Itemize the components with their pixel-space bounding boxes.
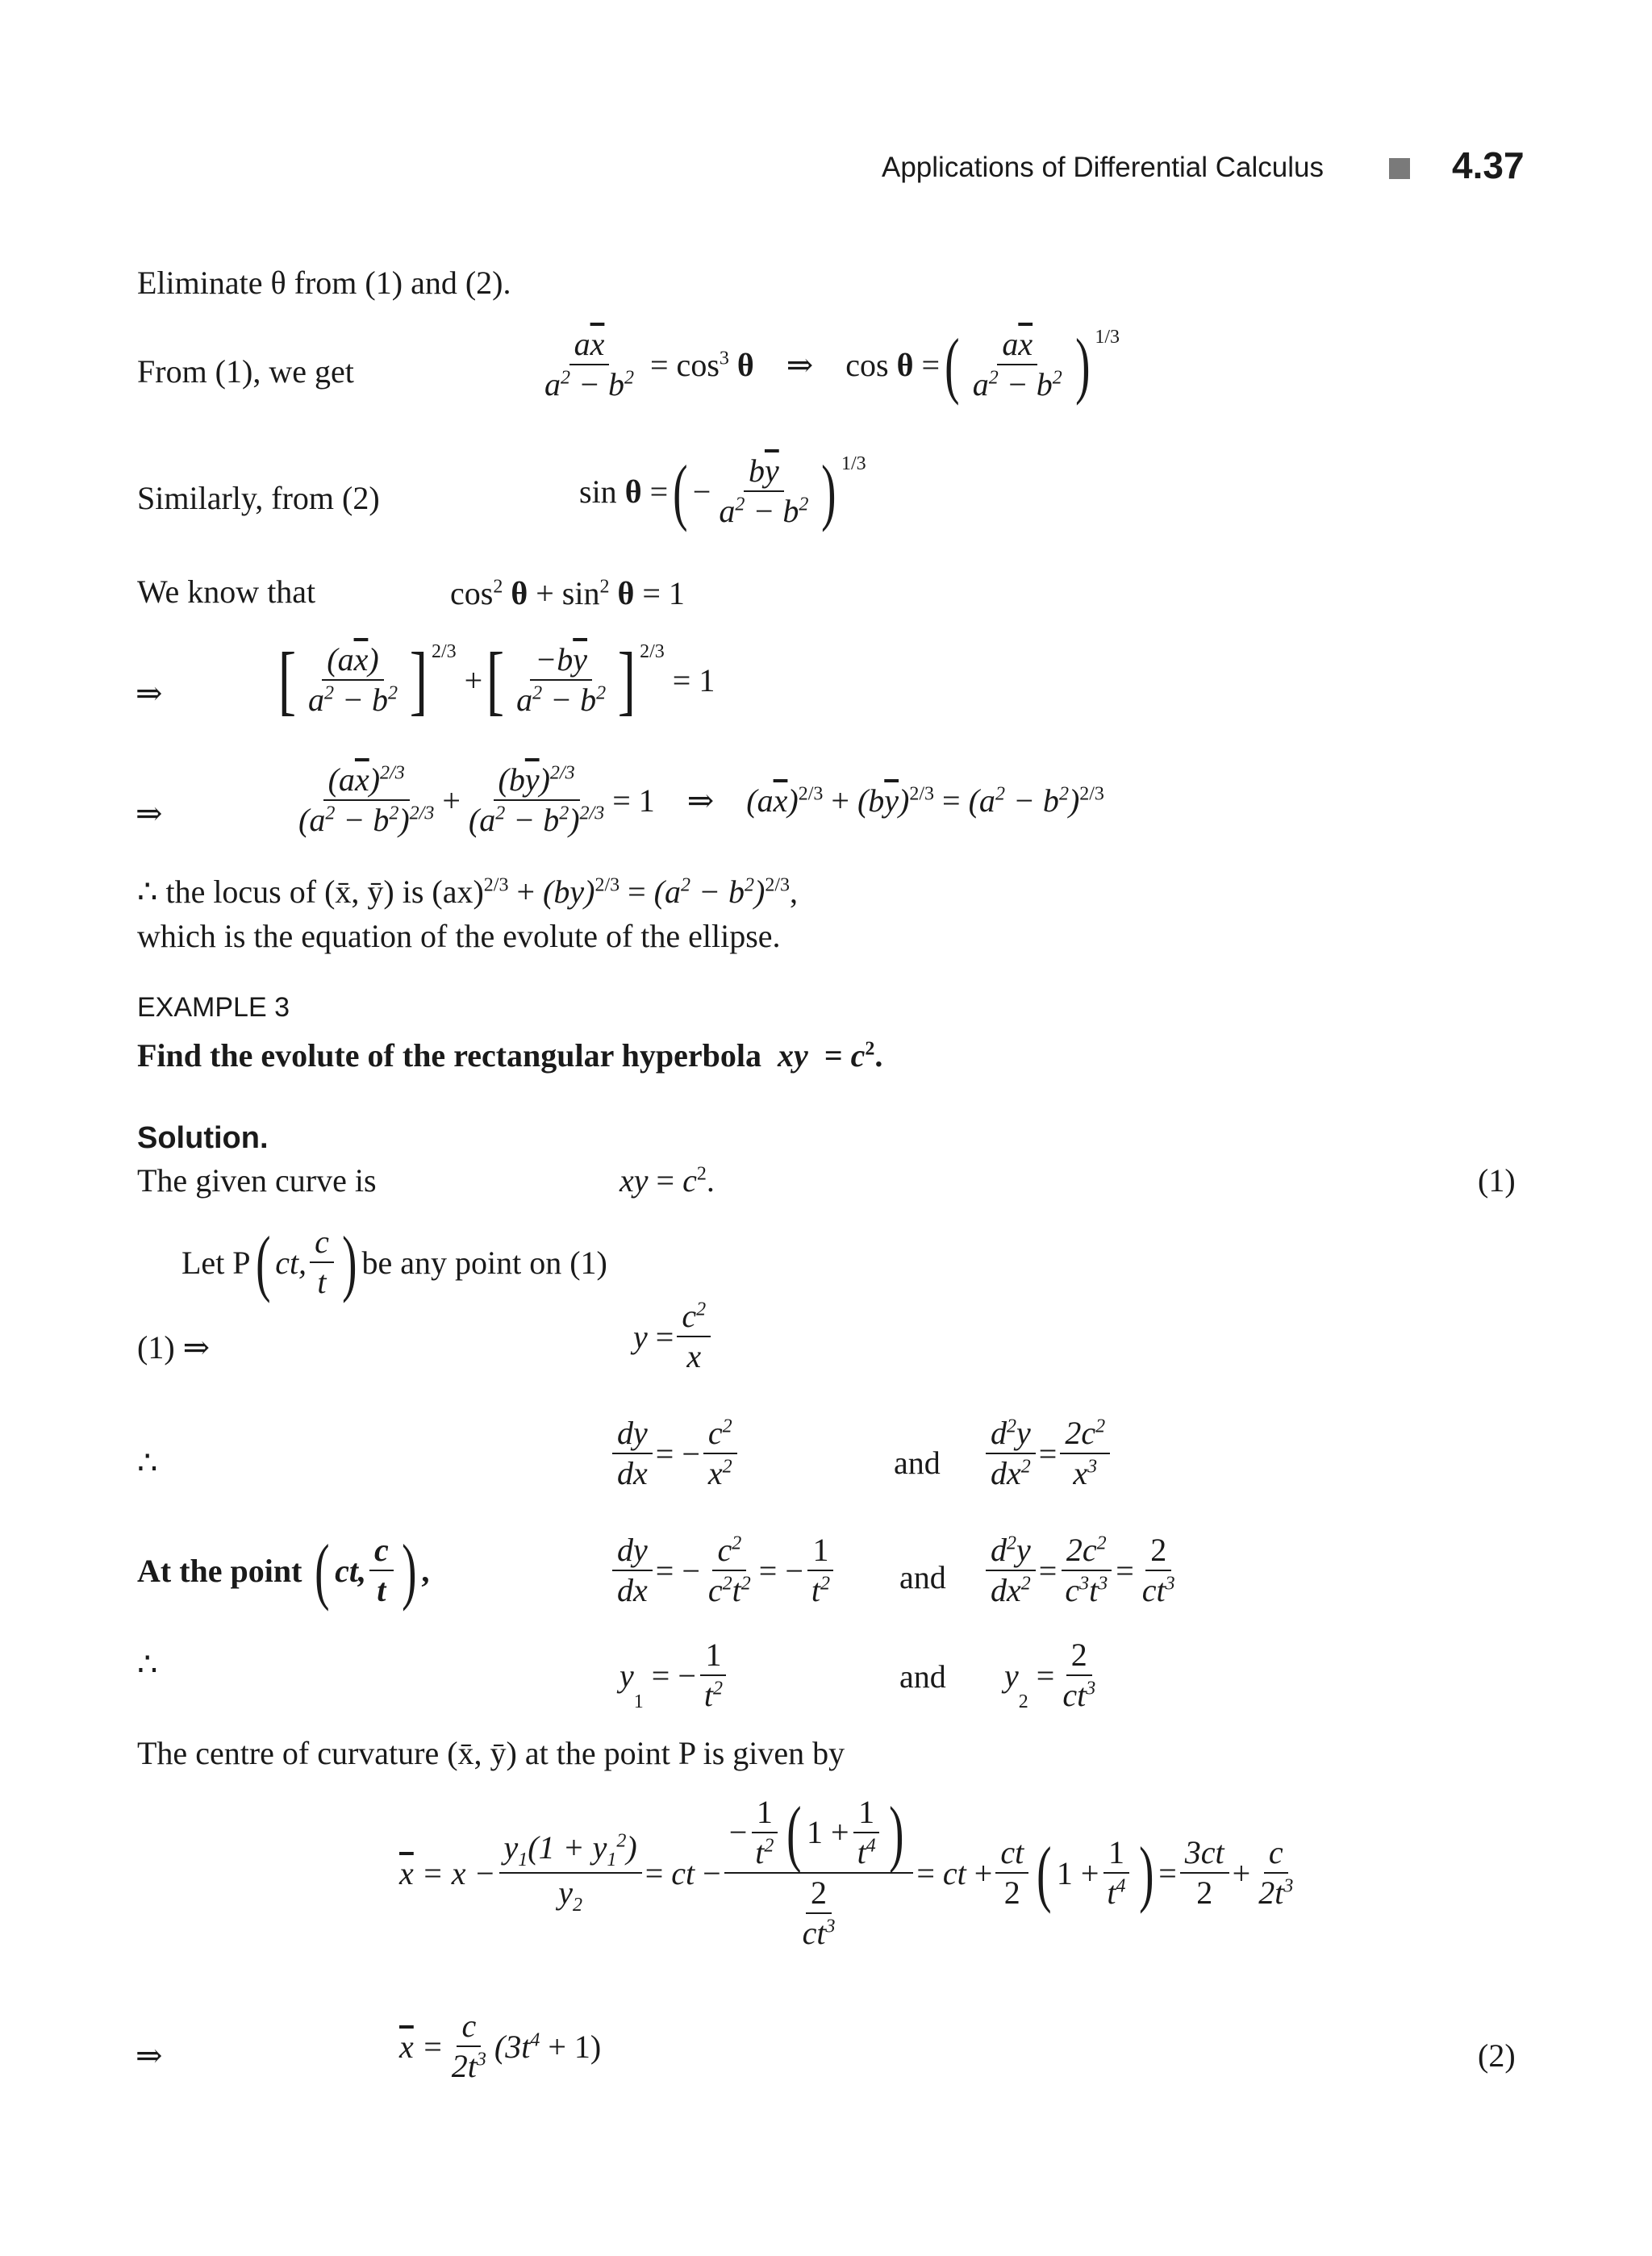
equation-sin: sin θ = ( − $\frac{b\overline{y}}{a^2 - b^2}$ ) $^{1/3}$ [579, 450, 866, 532]
equation-d2y-at-point: $\frac{d^2y}{dx^2}$ = $\frac{2c^2}{c^3t^3}$ = $\frac{2}{ct^3}$ [982, 1532, 1183, 1608]
equation-tag-2: (2) [1478, 2037, 1516, 2074]
equation-xbar-derivation: $\overline{x} = x$ − $\frac{y_1(1 + y_1^2)}{y_2}$ = ct − − $\frac{1}{t^2}$ ( 1 + $\frac{1}{t^4}$ ) $\frac{2}{ct^3}$ = ct + $\frac{ct}{2}$ ( 1 + $\frac{1}{t^4}$ ) = $\frac{3ct}{2}$ + $\frac{c}{2t^3}$ [399, 1791, 1294, 1951]
solution-label: Solution. [137, 1121, 269, 1155]
at-point-text: At the point [137, 1552, 302, 1589]
equation-dy-at-point: $\frac{dy}{dx}$ = − $\frac{c^2}{c^2t^2}$ = − $\frac{1}{t^2}$ [609, 1532, 838, 1608]
one-implies-label: (1) ⇒ [137, 1329, 211, 1366]
equation-identity: $\cos^2 \theta + \sin^2 \theta = 1$ [450, 575, 685, 611]
let-p-rest: be any point on (1) [361, 1244, 607, 1281]
and-2: and [899, 1559, 946, 1595]
equation-first-derivative: $\frac{dy}{dx}$ = − $\frac{c^2}{x^2}$ [609, 1416, 740, 1491]
eliminate-line: Eliminate θ from (1) and (2). [137, 265, 511, 301]
and-3: and [899, 1658, 946, 1695]
therefore-1: ∴ [137, 1445, 158, 1481]
equation-cos-cube: $\frac{a\overline{x}}{a^2 - b^2}$ = $\cos^3 \theta$ ⇒ cos θ = ( $\frac{a\overline{x}}{a^2 - b^2}$ ) $^{1/3}$ [544, 323, 1120, 406]
locus-conclusion: which is the equation of the evolute of the ellipse. [137, 918, 781, 954]
let-p-line: Let P ( ct, $\frac{c}{t}$ ) be any point on (1) [181, 1221, 607, 1303]
page-number: 4.37 [1452, 144, 1525, 186]
similarly-label: Similarly, from (2) [137, 480, 380, 516]
weknow-label: We know that [137, 573, 316, 610]
equation-xbar-final: $\overline{x}$ = $\frac{c}{2t^3}$ $(3t^4 + 1)$ [399, 2008, 602, 2084]
centre-line: The centre of curvature (x̄, ȳ) at the point P is given by [137, 1735, 845, 1771]
locus-text: ∴ the locus of (x̄, ȳ) is (ax) [137, 874, 484, 910]
equation-tag-1: (1) [1478, 1162, 1516, 1199]
equation-fractions: $\frac{(a\overline{x})^{2/3}}{(a^2 - b^2)^{2/3}}$ + $\frac{(b\overline{y})^{2/3}}{(a^2 - b^2)^{2/3}}$ = 1 ⇒ $(a\overline{x})^{2/3} + (b\overline{y})^{2/3} = (a^2 - b^2)^{2/3}$ [298, 761, 1104, 838]
header-square-icon [1389, 158, 1410, 179]
equation-second-derivative: $\frac{d^2y}{dx^2}$ = $\frac{2c^2}{x^3}$ [982, 1416, 1113, 1491]
implies-1: ⇒ [136, 675, 163, 711]
implies-2: ⇒ [136, 795, 163, 832]
example-statement: Find the evolute of the rectangular hyperbola xy = $c^2$. [137, 1037, 883, 1074]
equation-brackets: [ $\frac{(a\overline{x})}{a^2 - b^2}$ ] $^{2/3}$ + [ $\frac{-b\overline{y}}{a^2 - b^2}$ ] $^{2/3}$ = 1 [277, 636, 715, 723]
running-title: Applications of Differential Calculus [882, 152, 1324, 183]
locus-line: ∴ the locus of (x̄, ȳ) is $(ax)^{2/3} + (by)^{2/3} = (a^2 - b^2)^{2/3}$, [137, 874, 798, 910]
equation-y: y = $\frac{c^2}{x}$ [633, 1299, 714, 1374]
let-p-text: Let P [181, 1244, 251, 1281]
implies-3: ⇒ [136, 2037, 163, 2074]
therefore-2: ∴ [137, 1646, 158, 1683]
from1-label: From (1), we get [137, 353, 354, 390]
equation-y1: y $_1$ = − $\frac{1}{t^2}$ [620, 1637, 731, 1713]
example-label: EXAMPLE 3 [137, 992, 290, 1023]
statement-text: Find the evolute of the rectangular hyperbola [137, 1037, 762, 1074]
at-point-label: At the point ( ct, $\frac{c}{t}$ ) , [137, 1529, 430, 1612]
equation-y2: y $_2$ = $\frac{2}{ct^3}$ [1004, 1637, 1096, 1713]
given-curve-label: The given curve is [137, 1162, 377, 1199]
and-1: and [894, 1445, 941, 1481]
curve-equation: xy = $c^2$. [620, 1162, 715, 1199]
